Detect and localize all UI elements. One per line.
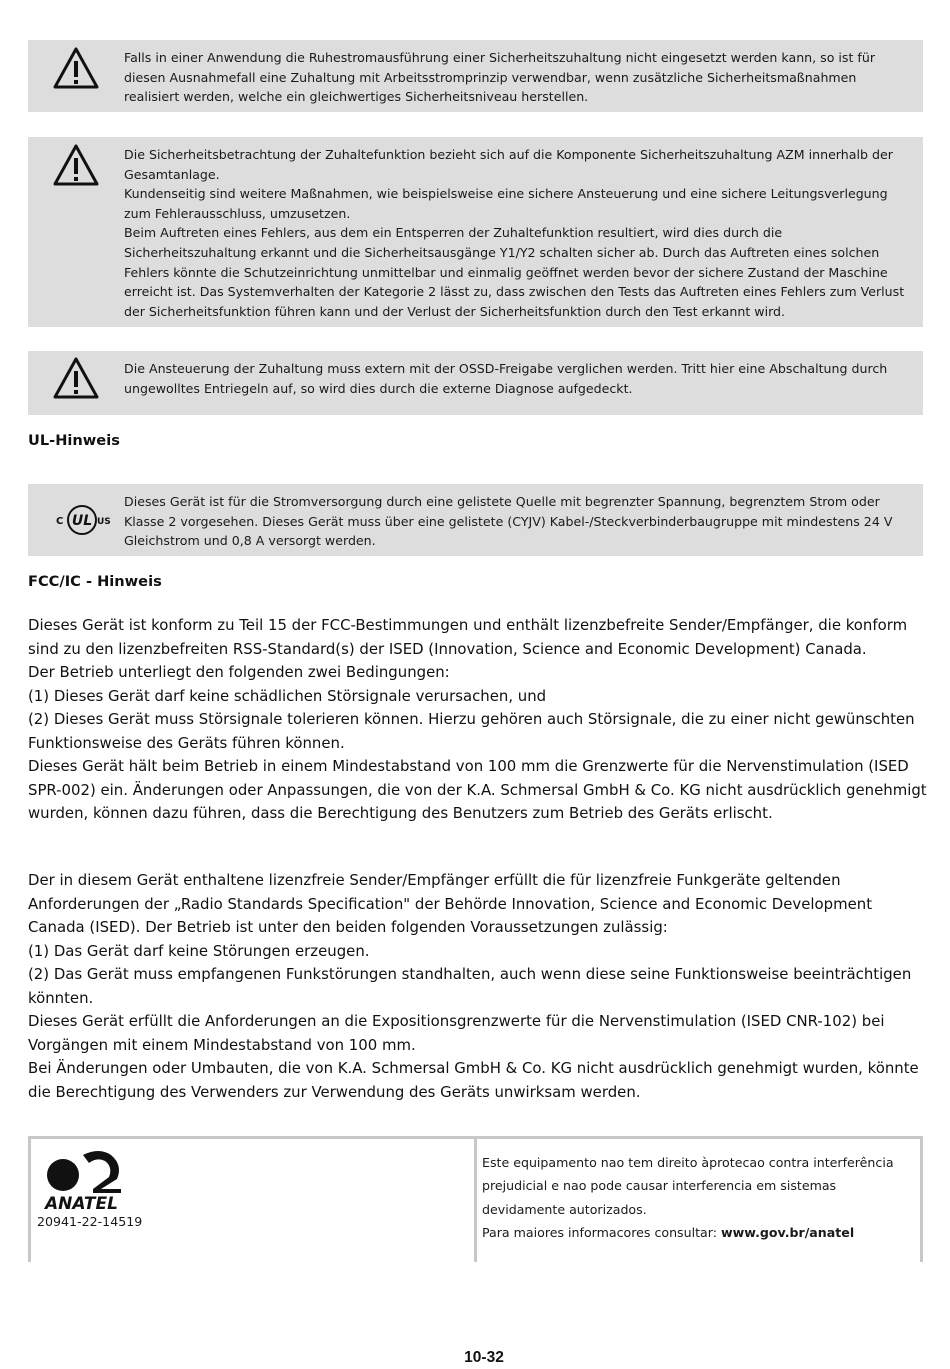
ul-notice-box [28,484,923,556]
anatel-line: Este equipamento nao tem direito àprotecao contra interferência [482,1155,894,1170]
warning-paragraph: Beim Auftreten eines Fehlers, aus dem ein Entsperren der Zuhaltefunktion resultiert, wird dies durch die Sicherheitszuhaltung erkannt und die Sicherheitsausgänge Y1/Y2 schalten sicher ab. Durch das Auftreten eines solchen Fehlers könnte die Schutzeinrichtung unmittelbar und einmalig geöffnet werden bevor der sichere Zustand der Maschine erreicht ist. Das Systemverhalten der Kategorie 2 lässt zu, dass zwischen den Tests das Auftreten eines Fehlers zum Verlust der Sicherheitsfunktion führen kann und der Verlust der Sicherheitsfunktion durch den Test erkannt wird. [124,225,905,319]
ul-paragraph: Dieses Gerät ist für die Stromversorgung durch eine gelistete Quelle mit begrenzter Spannung, begrenztem Strom oder Klasse 2 vorgesehen. Dieses Gerät muss über eine gelistete (CYJV) Kabel-/Steckverbinderbaugruppe mit mindestens 24 V Gleichstrom und 0,8 A versorgt werden. [124,494,893,549]
fcc-paragraph-1 [28,614,928,826]
anatel-code: 20941-22-14519 [37,1214,143,1229]
warning-text-1 [124,48,909,107]
anatel-consult-prefix: Para maiores informacores consultar: [482,1225,721,1241]
warning-paragraph: Die Ansteuerung der Zuhaltung muss extern mit der OSSD-Freigabe verglichen werden. Tritt hier eine Abschaltung durch ungewolltes Entriegeln auf, so wird dies durch die externe Diagnose aufgedeckt. [124,361,888,396]
anatel-text-cell [482,1151,912,1245]
fcc-paragraph-2 [28,869,928,1104]
warning-box-1 [28,40,923,112]
warning-box-3 [28,351,923,415]
ul-heading: UL-Hinweis [28,432,120,449]
page-number: 10-32 [464,1349,504,1366]
warning-text-3 [124,359,909,398]
anatel-link[interactable]: www.gov.br/anatel [720,1225,855,1241]
warning-text-2 [124,145,909,321]
fcc-line: Bei Änderungen oder Umbauten, die von K.A. Schmersal GmbH & Co. KG nicht ausdrücklich genehmigt wurden, könnte die Berechtigung des Verwenders zur Verwendung des Geräts unwirksam werden. [28,1059,919,1101]
anatel-consult-line [482,1221,912,1244]
warning-paragraph: Falls in einer Anwendung die Ruhestromausführung einer Sicherheitszuhaltung nicht eingesetzt werden kann, so ist für diesen Ausnahmefall eine Zuhaltung mit Arbeitsstromprinzip verwendbar, wenn zusätzliche Sicherheitsmaßnahmen realisiert werden, welche ein gleichwertiges Sicherheitsniveau herstellen. [124,50,876,105]
ul-mark-text: UL [71,513,93,529]
warning-triangle-icon [52,143,100,191]
ul-text [124,492,909,551]
anatel-logo-cell [31,1139,475,1262]
fcc-line: Der Betrieb unterliegt den folgenden zwei Bedingungen: [28,663,450,681]
fcc-line: (1) Dieses Gerät darf keine schädlichen Störsignale verursachen, und [28,686,547,705]
fcc-line: Dieses Gerät ist konform zu Teil 15 der FCC-Bestimmungen und enthält lizenzbefreite Sender/Empfänger, die konform sind zu den lizenzbefreiten RSS-Standard(s) der ISED (Innovation, Science and Economic Development) Canada. [28,616,908,658]
warning-triangle-icon [52,46,100,94]
warning-box-2 [28,137,923,327]
anatel-logo-icon [39,1145,125,1215]
anatel-line: prejudicial e nao pode causar interferencia em sistemas [482,1178,837,1194]
anatel-notice-table [28,1136,923,1262]
fcc-line: Dieses Gerät hält beim Betrieb in einem Mindestabstand von 100 mm die Grenzwerte für die Nervenstimulation (ISED SPR-002) ein. Änderungen oder Anpassungen, die von der K.A. Schmersal GmbH & Co. KG nicht ausdrücklich genehmigt wurden, können dazu führen, dass die Berechtigung des Benutzers zum Betrieb des Geräts erlischt. [28,757,927,822]
fcc-heading: FCC/IC - Hinweis [28,573,162,590]
anatel-logo-text: ANATEL [45,1194,118,1211]
fcc-line: (2) Dieses Gerät muss Störsignale tolerieren können. Hierzu gehören auch Störsignale, die zu einer nicht gewünschten Funktionsweise des Geräts führen können. [28,710,915,752]
fcc-line: Der in diesem Gerät enthaltene lizenzfreie Sender/Empfänger erfüllt die für lizenzfreie Funkgeräte geltenden Anforderungen der „Radio Standards Specification" der Behörde Innovation, Science and Economic Development Canada (ISED). Der Betrieb ist unter den beiden folgenden Voraussetzungen zulässig: [28,871,873,936]
fcc-line: (2) Das Gerät muss empfangenen Funkstörungen standhalten, auch wenn diese seine Funktionsweise beeinträchtigen könnten. [28,965,912,1007]
anatel-line: devidamente autorizados. [482,1201,647,1217]
table-border-right [920,1139,923,1262]
fcc-line: (1) Das Gerät darf keine Störungen erzeugen. [28,941,370,960]
warning-triangle-icon [52,356,100,404]
ul-mark-us: US [97,517,111,527]
warning-paragraph: Kundenseitig sind weitere Maßnahmen, wie beispielsweise eine sichere Ansteuerung und eine sichere Leitungsverlegung zum Fehlerausschluss, umzusetzen. [124,186,888,221]
fcc-line: Dieses Gerät erfüllt die Anforderungen an die Expositionsgrenzwerte für die Nervenstimulation (ISED CNR-102) bei Vorgängen mit einem Mindestabstand von 100 mm. [28,1012,885,1054]
ul-certification-icon [52,502,112,542]
ul-mark-c: C [56,516,64,527]
warning-paragraph: Die Sicherheitsbetrachtung der Zuhaltefunktion bezieht sich auf die Komponente Sicherheitszuhaltung AZM innerhalb der Gesamtanlage. [124,147,893,182]
